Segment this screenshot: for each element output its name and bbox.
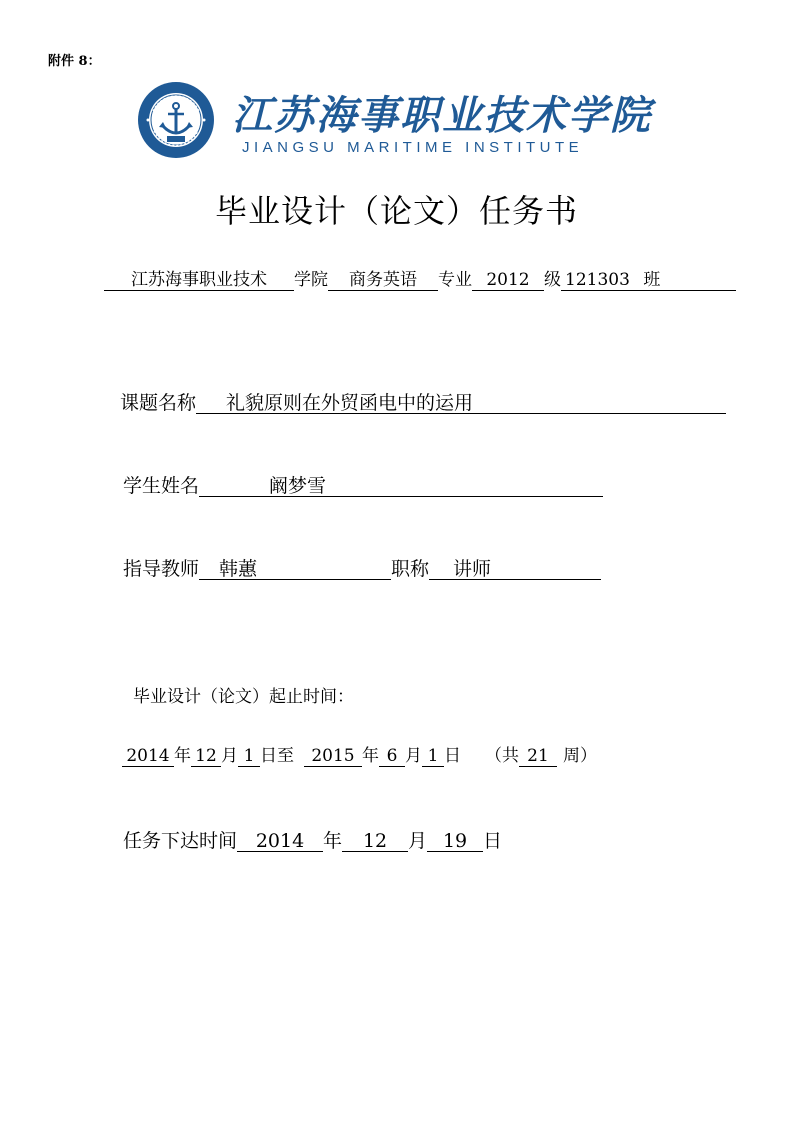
start-day: 1 <box>238 746 260 767</box>
class-line <box>104 270 736 291</box>
issue-month-unit: 月 <box>408 830 428 852</box>
issue-day-unit: 日 <box>483 830 503 852</box>
advisor-value <box>199 559 391 580</box>
period-label: 毕业设计（论文）起止时间： <box>133 687 354 707</box>
major-label: 专业 <box>438 270 472 290</box>
school-label: 学院 <box>294 270 328 290</box>
student-label: 学生姓名 <box>123 475 200 497</box>
major-value: 商务英语 <box>328 270 438 291</box>
student-name: 阚梦雪 <box>269 475 327 497</box>
student-row <box>123 475 603 497</box>
advisor-row <box>123 558 601 580</box>
start-month: 12 <box>191 746 221 767</box>
weeks-value: 21 <box>519 746 557 767</box>
end-year: 2015 <box>304 746 362 767</box>
school-name-cn: 江苏海事职业技术学院 <box>232 92 652 139</box>
issue-date-row <box>123 830 502 852</box>
start-year-unit: 年 <box>174 746 191 766</box>
weeks-suffix: 周） <box>563 746 597 766</box>
student-value <box>199 476 603 497</box>
year-label: 级 <box>544 270 561 290</box>
weeks-prefix: （共 <box>485 746 519 766</box>
year-value: 2012 <box>472 270 544 291</box>
class-label: 班 <box>643 270 661 290</box>
advisor-title-value <box>429 559 601 580</box>
issue-day: 19 <box>427 831 483 852</box>
end-month: 6 <box>379 746 405 767</box>
advisor-name: 韩蕙 <box>219 558 258 580</box>
end-day-unit: 日 <box>444 746 461 766</box>
school-seal-icon <box>137 81 215 159</box>
end-day: 1 <box>422 746 444 767</box>
advisor-label: 指导教师 <box>123 558 200 580</box>
class-value <box>561 270 736 291</box>
start-day-unit: 日至 <box>260 746 294 766</box>
issue-year: 2014 <box>237 831 323 852</box>
class-number: 121303 <box>565 270 630 290</box>
issue-month: 12 <box>342 831 408 852</box>
period-row <box>122 746 597 767</box>
topic-row <box>120 392 726 414</box>
school-name-en: JIANGSU MARITIME INSTITUTE <box>242 139 584 156</box>
page-title: 毕业设计（论文）任务书 <box>214 192 578 230</box>
end-month-unit: 月 <box>405 746 422 766</box>
issue-date-label: 任务下达时间 <box>123 830 238 852</box>
advisor-title-label: 职称 <box>391 558 430 580</box>
end-year-unit: 年 <box>362 746 379 766</box>
topic-label: 课题名称 <box>120 392 197 414</box>
school-value: 江苏海事职业技术 <box>104 270 294 291</box>
attachment-label: 附件 8： <box>48 54 101 69</box>
issue-year-unit: 年 <box>323 830 343 852</box>
topic-text: 礼貌原则在外贸函电中的运用 <box>226 392 474 414</box>
advisor-title-text: 讲师 <box>453 558 492 580</box>
topic-value <box>196 393 726 414</box>
start-year: 2014 <box>122 746 174 767</box>
start-month-unit: 月 <box>221 746 238 766</box>
